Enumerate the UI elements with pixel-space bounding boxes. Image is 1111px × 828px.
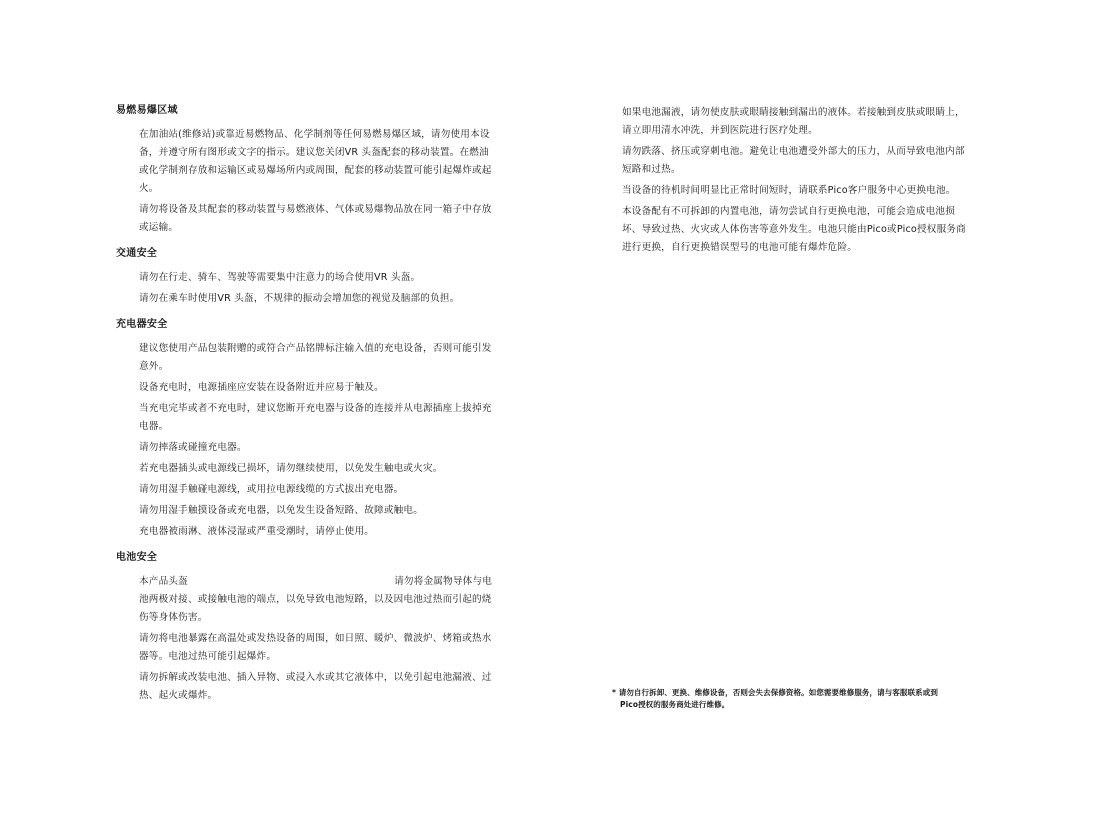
left-page <box>116 104 492 715</box>
paragraph: 当设备的待机时间明显比正常时间短时，请联系Pico客户服务中心更换电池。 <box>622 185 956 196</box>
footnote-line: Pico授权的服务商处进行维修。 <box>620 700 730 709</box>
section-title: 充电器安全 <box>116 319 168 330</box>
paragraph: 请勿将设备及其配套的移动装置与易燃液体、气体或易爆物品放在同一箱子中存放或运输。 <box>139 204 492 233</box>
paragraph: 在加油站(维修站)或靠近易燃物品、化学制剂等任何易燃易爆区域，请勿使用本设备，并遵守所有图形或文字的指示。建议您关闭VR 头盔配套的移动装置。在燃油或化学制剂存放和运输区或易爆场所内或周围，配套的移动装置可能引起爆炸或起火。 <box>139 129 492 194</box>
footnote <box>612 687 972 711</box>
section-battery-safety <box>116 551 492 705</box>
battery-first-left: 本产品头盔 <box>139 576 188 587</box>
paragraph: 建议您使用产品包装附赠的或符合产品铭牌标注输入值的充电设备，否则可能引发意外。 <box>139 343 492 372</box>
paragraph: 设备充电时，电源插座应安装在设备附近并应易于触及。 <box>139 382 384 393</box>
paragraph: 本设备配有不可拆卸的内置电池，请勿尝试自行更换电池，可能会造成电池损坏、导致过热、火灾或人体伤害等意外发生。电池只能由Pico或Pico授权服务商进行更换，自行更换错误型号的电池可能有爆炸危险。 <box>622 206 966 253</box>
battery-first-continued: 池两极对接、或接触电池的端点，以免导致电池短路，以及因电池过热而引起的烧伤等身体伤害。 <box>139 594 492 623</box>
battery-first-line <box>139 573 492 591</box>
footnote-line: * 请勿自行拆卸、更换、维修设备，否则会失去保修资格。如您需要维修服务，请与客服联系或到 <box>612 688 938 697</box>
paragraph: 如果电池漏液，请勿使皮肤或眼睛接触到漏出的液体。若接触到皮肤或眼睛上，请立即用清水冲洗，并到医院进行医疗处理。 <box>622 107 965 136</box>
battery-first-right: 请勿将金属物导体与电 <box>394 576 492 587</box>
section-flammable-area <box>116 104 492 237</box>
paragraph: 若充电器插头或电源线已损坏，请勿继续使用，以免发生触电或火灾。 <box>139 463 443 474</box>
paragraph: 请勿拆解或改装电池、插入异物、或浸入水或其它液体中，以免引起电池漏液、过热、起火或爆炸。 <box>139 672 492 701</box>
paragraph: 请勿用湿手触摸设备或充电器，以免发生设备短路、故障或触电。 <box>139 505 424 516</box>
paragraph: 充电器被雨淋、液体浸湿或严重受潮时，请停止使用。 <box>139 526 375 537</box>
section-title: 电池安全 <box>116 552 158 563</box>
paragraph: 请勿用湿手触碰电源线，或用拉电源线缆的方式拔出充电器。 <box>139 484 404 495</box>
paragraph: 请勿将电池暴露在高温处或发热设备的周围，如日照、暖炉、微波炉、烤箱或热水器等。电池过热可能引起爆炸。 <box>139 633 492 662</box>
paragraph: 当充电完毕或者不充电时，建议您断开充电器与设备的连接并从电源插座上拔掉充电器。 <box>139 403 492 432</box>
section-title: 易燃易爆区域 <box>116 105 178 116</box>
paragraph: 请勿摔落或碰撞充电器。 <box>139 442 247 453</box>
paragraph: 请勿跌落、挤压或穿刺电池。避免让电池遭受外部大的压力，从而导致电池内部短路和过热。 <box>622 146 965 175</box>
paragraph: 请勿在行走、骑车、驾驶等需要集中注意力的场合使用VR 头盔。 <box>139 272 421 283</box>
paragraph: 请勿在乘车时使用VR 头盔，不规律的振动会增加您的视觉及脑部的负担。 <box>139 293 460 304</box>
paragraph <box>139 573 492 627</box>
section-traffic-safety <box>116 247 492 308</box>
section-title: 交通安全 <box>116 248 158 259</box>
right-page <box>622 104 972 260</box>
section-charger-safety <box>116 318 492 541</box>
